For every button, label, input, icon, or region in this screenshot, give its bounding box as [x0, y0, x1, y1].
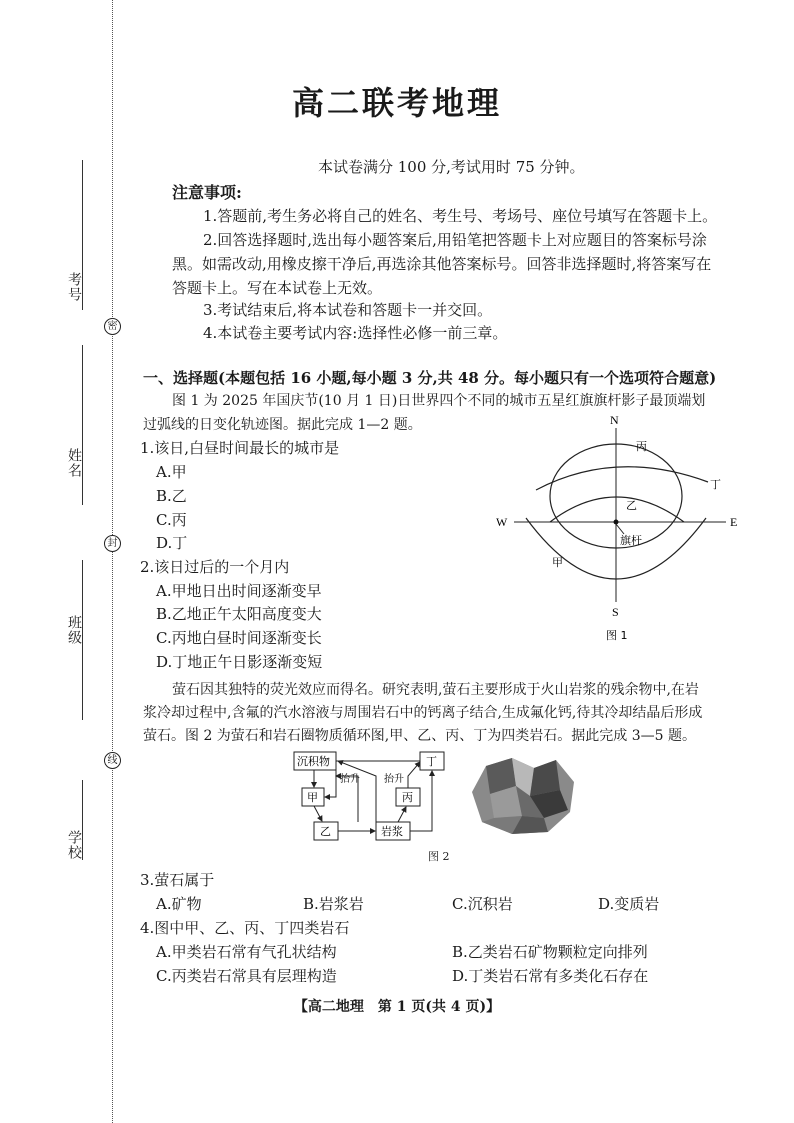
seal-mark-feng: 封 — [104, 535, 121, 552]
fig1-pole-point — [614, 520, 619, 525]
fig1-label-pole: 旗杆 — [620, 534, 642, 547]
fig2-arrow-bing-up — [408, 762, 420, 788]
figure-2-rock-cycle — [288, 748, 458, 860]
fig1-label-e: E — [730, 515, 738, 529]
fig2-label-jia: 甲 — [307, 791, 318, 804]
figure-2-caption: 图 2 — [428, 850, 450, 863]
binding-dotted-line — [112, 0, 113, 1123]
page-footer: 【高二地理 第 1 页(共 4 页)】 — [293, 999, 501, 1015]
fig1-pole-pointer — [616, 524, 624, 534]
stem2-line2: 浆冷却过程中,含氟的汽水溶液与周围岩石中的钙离子结合,生成氟化钙,待其冷却结晶后形成 — [143, 705, 703, 721]
question-3-option-a[interactable]: A.矿物 — [156, 895, 202, 913]
question-3-option-b[interactable]: B.岩浆岩 — [303, 895, 364, 913]
notice-item-2-cont2: 答题卡上。写在本试卷上无效。 — [172, 279, 383, 297]
fig1-caption: 图 1 — [606, 629, 628, 642]
stem2-line1: 萤石因其独特的荧光效应而得名。研究表明,萤石主要形成于火山岩浆的残余物中,在岩 — [172, 682, 699, 698]
question-1-option-b[interactable]: B.乙 — [156, 487, 187, 505]
question-2-stem: 2.该日过后的一个月内 — [140, 558, 290, 576]
fig1-label-w: W — [496, 515, 508, 529]
fig1-label-yi: 乙 — [626, 499, 637, 512]
fluorite-photo — [464, 752, 582, 838]
question-2-option-c[interactable]: C.丙地白昼时间逐渐变长 — [156, 629, 322, 647]
field-line-name — [82, 345, 83, 505]
notice-item-2-cont: 黑。如需改动,用橡皮擦干净后,再选涂其他答案标号。回答非选择题时,将答案写在 — [172, 255, 712, 273]
fig2-label-bing: 丙 — [402, 791, 413, 804]
fig2-label-magma: 岩浆 — [381, 825, 403, 838]
question-3-stem: 3.萤石属于 — [140, 871, 215, 889]
question-4-option-c[interactable]: C.丙类岩石常具有层理构造 — [156, 967, 337, 985]
notice-heading: 注意事项: — [172, 183, 242, 202]
figure-1-diagram — [488, 410, 758, 650]
notice-item-2: 2.回答选择题时,选出每小题答案后,用铅笔把答题卡上对应题目的答案标号涂 — [203, 231, 707, 249]
question-4-option-a[interactable]: A.甲类岩石常有气孔状结构 — [156, 943, 337, 961]
fig2-label-ding: 丁 — [426, 755, 437, 768]
fig1-label-s: S — [612, 605, 619, 619]
question-2-option-a[interactable]: A.甲地日出时间逐渐变早 — [156, 582, 322, 600]
notice-item-3: 3.考试结束后,将本试卷和答题卡一并交回。 — [203, 301, 493, 319]
question-4-option-b[interactable]: B.乙类岩石矿物颗粒定向排列 — [452, 943, 648, 961]
fig1-label-bing: 丙 — [636, 440, 647, 453]
field-label-class: 班级 — [66, 615, 82, 645]
notice-item-1: 1.答题前,考生务必将自己的姓名、考生号、考场号、座位号填写在答题卡上。 — [203, 207, 718, 225]
seal-mark-xian: 线 — [104, 752, 121, 769]
fig1-label-ding: 丁 — [710, 478, 721, 491]
question-4-option-d[interactable]: D.丁类岩石常有多类化石存在 — [452, 967, 649, 985]
section-heading: 一、选择题(本题包括 16 小题,每小题 3 分,共 48 分。每小题只有一个选项符合题意) — [143, 369, 717, 387]
field-label-school: 学校 — [66, 830, 82, 860]
stem1-line1: 图 1 为 2025 年国庆节(10 月 1 日)日世界四个不同的城市五星红旗旗杆影子最顶端划 — [172, 393, 706, 409]
fig1-label-n: N — [610, 413, 619, 427]
fig1-curve-ding — [536, 467, 708, 490]
exam-intro: 本试卷满分 100 分,考试用时 75 分钟。 — [318, 158, 585, 176]
notice-item-4: 4.本试卷主要考试内容:选择性必修一前三章。 — [203, 324, 508, 342]
question-1-option-a[interactable]: A.甲 — [156, 463, 187, 481]
field-label-exam-number: 考号 — [66, 272, 82, 302]
question-1-option-d[interactable]: D.丁 — [156, 534, 188, 552]
stem1-line2: 过弧线的日变化轨迹图。据此完成 1—2 题。 — [143, 417, 422, 433]
field-label-name: 姓名 — [66, 448, 82, 478]
question-2-option-b[interactable]: B.乙地正午太阳高度变大 — [156, 605, 322, 623]
question-3-option-d[interactable]: D.变质岩 — [598, 895, 660, 913]
fig2-label-yi: 乙 — [320, 825, 331, 838]
fig1-label-jia: 甲 — [552, 556, 563, 569]
question-1-stem: 1.该日,白昼时间最长的城市是 — [140, 439, 340, 457]
fig1-curve-yi — [550, 497, 684, 522]
fig2-arrow-uplift-2 — [338, 761, 376, 822]
question-2-option-d[interactable]: D.丁地正午日影逐渐变短 — [156, 653, 323, 671]
fig2-arrow-jia-yi — [314, 806, 322, 821]
seal-mark-mi: 密 — [104, 318, 121, 335]
question-3-option-c[interactable]: C.沉积岩 — [452, 895, 513, 913]
page-title: 高二联考地理 — [291, 84, 502, 122]
stem2-line3: 萤石。图 2 为萤石和岩石圈物质循环图,甲、乙、丙、丁为四类岩石。据此完成 3—5 题。 — [143, 728, 696, 744]
fig2-label-sediment: 沉积物 — [297, 755, 330, 768]
fig2-label-uplift-1: 抬升 — [340, 774, 360, 785]
question-4-stem: 4.图中甲、乙、丙、丁四类岩石 — [140, 919, 350, 937]
question-1-option-c[interactable]: C.丙 — [156, 511, 187, 529]
fig2-arrow-magma-bing — [398, 807, 406, 822]
fig2-label-uplift-2: 抬升 — [384, 774, 404, 785]
